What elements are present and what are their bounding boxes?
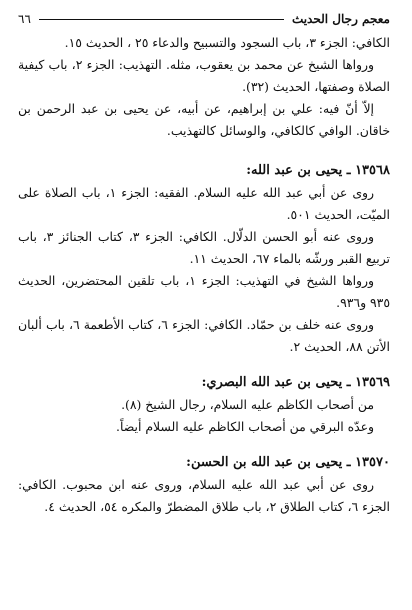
intro-paragraph: الكافي: الجزء ٣، باب السجود والتسبيح والدعاء ٢٥ ، الحديث ١٥. [64,35,390,50]
spacer [18,142,390,160]
entry-heading: ١٣٥٦٩ ـ يحيى بن عبد الله البصري: [201,375,390,390]
intro-paragraph: إلاّ أنّ فيه: علي بن إبراهيم، عن أبيه، عن يحيى بن عبد الرحمن بن خاقان. الوافي كالكافي، والوسائل كالتهذيب. [18,101,390,138]
entry-paragraph: ورواها الشيخ في التهذيب: الجزء ١، باب تلقين المحتضرين، الحديث ٩٣٥ و٩٣٦. [18,273,390,310]
entry-paragraph: روى عن أبي عبد الله عليه السلام. الفقيه: الجزء ١، باب الصلاة على الميّت، الحديث ٥٠١. [18,185,390,222]
spacer [18,358,390,372]
entry-13568 [18,160,390,358]
page-body [18,32,390,518]
page-number: ٦٦ [18,12,31,26]
entry-heading: ١٣٥٦٨ ـ يحيى بن عبد الله: [246,163,390,178]
entry-paragraph: وعدّه البرقي من أصحاب الكاظم عليه السلام أيضاً. [116,419,374,434]
header-rule [39,19,284,20]
book-title: معجم رجال الحديث [291,12,390,26]
entry-paragraph: وروى عنه أبو الحسن الدلّال. الكافي: الجزء ٣، كتاب الجنائز ٣، باب تربيع القبر ورشّه بالماء ٦٧، الحديث ١١. [18,229,390,266]
running-header [18,8,390,30]
entry-13569 [18,372,390,438]
entry-paragraph: وروى عنه خلف بن حمّاد. الكافي: الجزء ٦، كتاب الأطعمة ٦، باب ألبان الأتن ٨٨، الحديث ٢. [18,317,390,354]
entry-13570 [18,452,390,518]
intro-paragraph: ورواها الشيخ عن محمد بن يعقوب، مثله. التهذيب: الجزء ٢، باب كيفية الصلاة وصفتها، الحديث (٣٢). [18,57,390,94]
entry-heading: ١٣٥٧٠ ـ يحيى بن عبد الله بن الحسن: [186,455,390,470]
entry-paragraph: من أصحاب الكاظم عليه السلام، رجال الشيخ (٨). [121,397,374,412]
entry-paragraph: روى عن أبي عبد الله عليه السلام، وروى عنه ابن محبوب. الكافي: الجزء ٦، كتاب الطلاق ٢، باب طلاق المضطرّ والمكره ٥٤، الحديث ٤. [18,477,390,514]
spacer [18,438,390,452]
